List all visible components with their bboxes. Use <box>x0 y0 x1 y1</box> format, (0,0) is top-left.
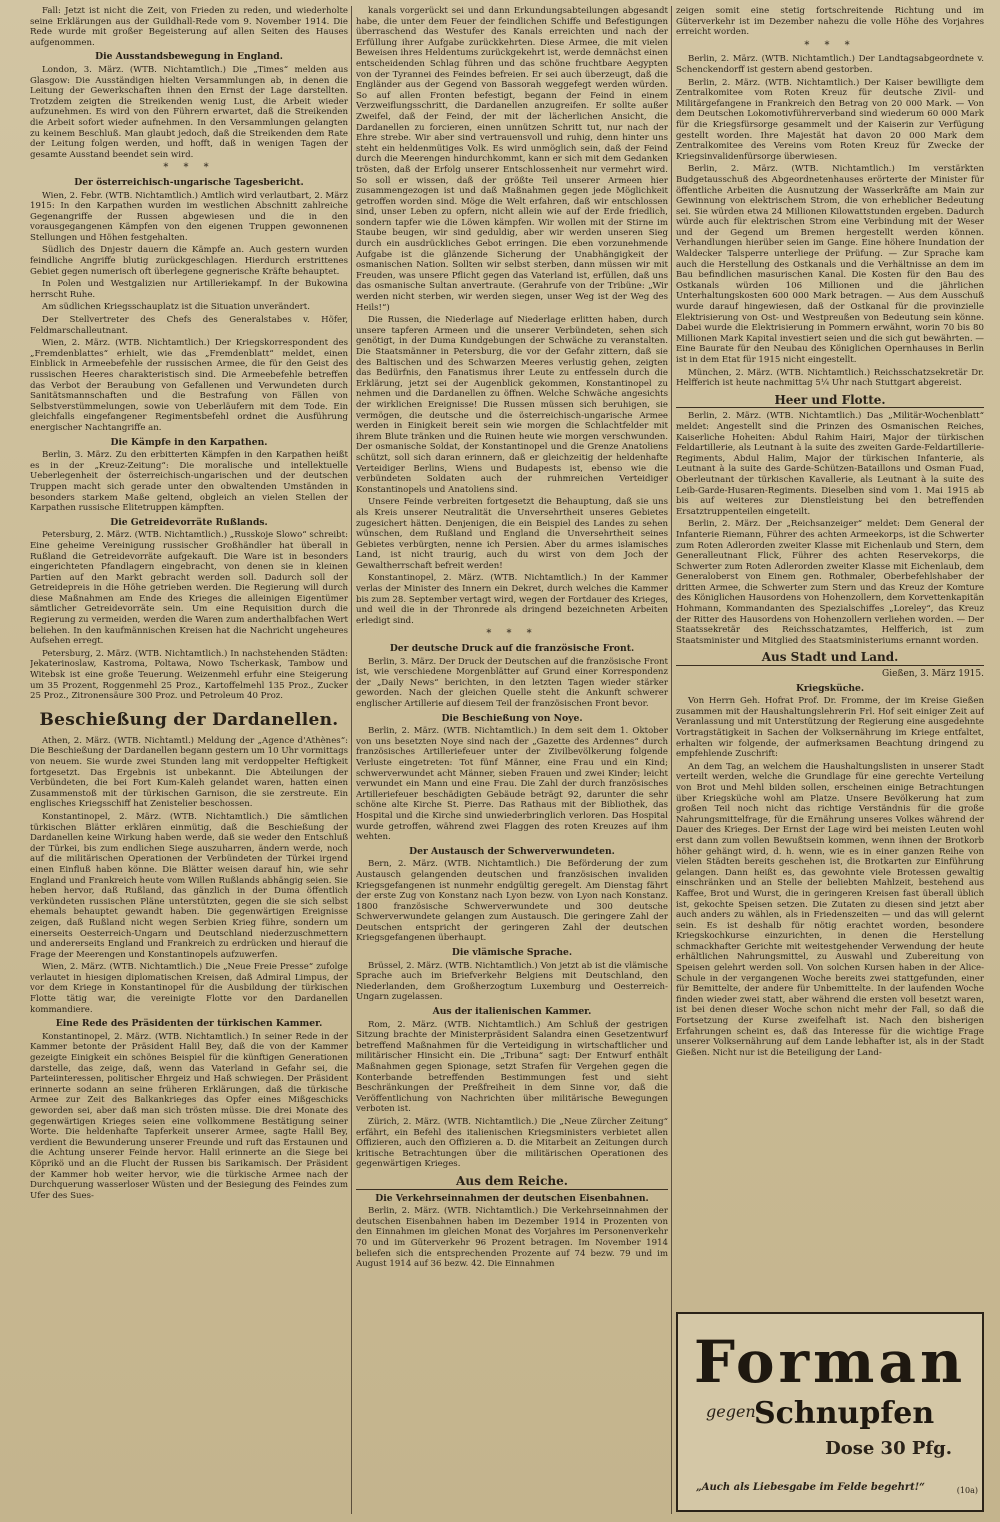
article-paragraph: Wien, 2. März. (WTB. Nichtamtlich.) Der Kriegskorrespondent des „Fremdenblattes“ erhielt, wie das „Fremdenblatt“ meldet, einen Einblick in Armeebefehle der russischen Armee, die für den Geist des russischen Heeres charakteristisch sind. Die Armeebefehle betreffen das Verbot der Beraubung von Gefallenen und Verwundeten durch Sanitätsmannschaften und die Bestrafung von Fällen von Selbstverstümmelungen, sowie von Ueberläufern mit dem Tode. Ein gleichfalls eingefangener Regimentsbefehl ordnet die Ausführung energischer Nachtangriffe an. <box>30 338 348 433</box>
column-right <box>676 6 984 1514</box>
article-paragraph: Fall: Jetzt ist nicht die Zeit, von Frieden zu reden, und wiederholte seine Erklärungen aus der Guildhall-Rede vom 9. November 1914. Die Rede wurde mit großer Begeisterung auf allen Seiten des Hauses aufgenommen. <box>30 6 348 48</box>
ad-product: Schnupfen <box>754 1396 935 1431</box>
article-paragraph: Berlin, 2. März. (WTB. Nichtamtlich.) Im verstärkten Budgetausschuß des Abgeordnetenhauses erörterte der Minister für öffentliche Arbeiten die Ausnutzung der Wasserkräfte am Main zur Gewinnung von elektrischem Strom, die von erheblicher Bedeutung sei. Sie würden etwa 24 Millionen Kilowattstunden ergeben. Dadurch würde auch für elektrischen Strom eine Verbindung mit der Weser und der Gegend um Bremen hergestellt werden können. Verhandlungen hierüber seien im Gange. Eine höhere Inundation der Waldecker Talsperre unterliege der Prüfung. — Zur Sprache kam auch die Herstellung des Ostkanals und die Verhältnisse an dem im Bau befindlichen masurischen Kanal. Die Kosten für den Bau des Ostkanals würden 106 Millionen und die jährlichen Unterhaltungskosten 600 000 Mark betragen. — Aus dem Ausschuß wurde darauf hingewiesen, daß der Ostkanal für die provinzielle Elektrisierung von Ost- und Westpreußen von Bedeutung sein könne. Dabei wurde die Elektrisierung in Pommern erwähnt, worin 70 bis 80 Millionen Mark Kapital investiert seien und die sich gut bewährten. — Eine Baurate für den Neubau des Königlichen Opernhauses in Berlin ist in dem Etat für 1915 nicht eingestellt. <box>676 164 984 365</box>
column-rule <box>671 6 672 1514</box>
column-rule <box>351 6 352 1514</box>
article-paragraph: An dem Tag, an welchem die Haushaltungslisten in unserer Stadt verteilt werden, welche die Grundlage für eine gerechte Verteilung von Brot und Mehl bilden sollen, erscheinen einige Betrachtungen über Kriegsküche wohl am Platze. Unsere Bevölkerung hat zum großen Teil noch nicht das richtige Verständnis für die große Nahrungsmittelfrage, für die Ernährung unseres Volkes während der Dauer des Krieges. Der Ernst der Lage wird bei meisten Leuten wohl erst dann zum vollen Bewußtsein kommen, wenn ihnen der Brotkorb höher gehängt wird, d. h. wenn, wie es in einer ganzen Reihe von vielen Städten bereits geschehen ist, die Brotkarten zur Einführung gelangen. Dann heißt es, das gewohnte viele Brotessen gewaltig einschränken und an Stelle der beliebten Mahlzeit, bestehend aus Kaffee, Brot und Wurst, die in geringeren Kreisen fast überall üblich ist, gekochte Speisen setzen. Die Zutaten zu diesen sind jetzt aber auch anders zu wählen, als in Friedenszeiten — und das will gelernt sein. Es ist deshalb für nötig erachtet worden, besondere Kriegskochkurse einzurichten, in denen die Herstellung schmackhafter Gerichte mit weitestgehender Verwendung der heute erhältlichen Nahrungsmittel, zu Auswahl und Zubereitung von Speisen gelehrt werden soll. Von solchen Kursen haben in der Alice-Schule in der vergangenen Woche bereits zwei stattgefunden, einer für Bemittelte, der andere für Unbemittelte. In der laufenden Woche finden wieder zwei statt, aber während die ersten voll besetzt waren, ist bei denen dieser Woche schon nicht mehr der Fall, so daß die Fortsetzung der Kurse zweifelhaft ist. Nach den bisherigen Erfahrungen scheint es, daß das Interesse für die wichtige Frage unserer Volksernährung auf dem Lande lebhafter ist, als in der Stadt Gießen. Nicht nur ist die Beteiligung der Land- <box>676 761 984 1058</box>
ad-brand: Forman <box>693 1328 967 1396</box>
section-divider: * * * <box>804 39 856 51</box>
ad-gegen: gegen <box>706 1402 756 1421</box>
section-divider: * * * <box>163 162 215 174</box>
section-heading: Der Austausch der Schwerverwundeten. <box>409 845 615 857</box>
section-divider: * * * <box>486 628 538 640</box>
article-paragraph: Berlin, 3. März. Zu den erbitterten Kämpfen in den Karpathen heißt es in der „Kreuz-Zeitung“: Die moralische und intellektuelle Ueberlegenheit der österreichisch-ungarischen und der deutschen Truppen macht sich gerade unter den obwaltenden Umständen in besonders starkem Maße geltend, obgleich an vielen Stellen der Karpathen russische Elitetruppen kämpften. <box>30 450 348 514</box>
article-paragraph: Petersburg, 2. März. (WTB. Nichtamtlich.) In nachstehenden Städten: Jekaterinoslaw, Kastroma, Poltawa, Nowo Tscherkask, Tambow und Witebsk ist eine große Teuerung. Weizenmehl erfuhr eine Steigerung um 35 Prozent, Roggenmehl 25 Proz., Kartoffelmehl 135 Proz., Zucker 25 Proz., Zitronensäure 300 Proz. und Petroleum 40 Proz. <box>30 648 348 702</box>
article-paragraph: kanals vorgerückt sei und dann Erkundungsabteilungen abgesandt habe, die unter dem Feuer der feindlichen Schiffe und Befestigungen überraschend das Westufer des Kanals erreichten und nach der Erfüllung ihrer Aufgabe zurückkehrten. Diese Armee, die mit vielen Beweisen ihres Heldentums zurückgekehrt ist, werde demnächst einen entscheidenden Schlag führen und das schöne fruchtbare Aegypten von der Tyrannei des Feindes befreien. Er sei auch überzeugt, daß die Engländer aus der Gegend von Bassorah weggefegt werden würden. So auf allen Fronten befestigt, begann der Feind in einem Verzweiflungsschritt, die Dardanellen anzugreifen. Er sollte außer Zweifel, daß der Feind, der mit der lächerlichen Ansicht, die Dardanellen zu forcieren, einen unnützen Schritt tut, nur nach der Ehre strebe. Wir aber sind vertrauensvoll und ruhig, denn hinter uns steht ein heldenmütiges Volk. Es wird unmöglich sein, daß der Feind durch die Meerengen hindurchkommt, kann er sich mit dem Gedanken trösten, daß der Erfolg unserer Entschlossenheit nur vermehrt wird. So soll er wissen, daß der größte Teil unserer Armeen hier zusammengezogen ist und daß Maßnahmen gegen jede Möglichkeit getroffen worden sind. Möge die Welt erfahren, daß wir entschlossen sind, unser Leben zu opfern, nicht allein wie auf der Erde friedlich, sondern tapfer wie die Löwen kämpfen. Wir wollen mit der Stirne im Staube beugen, wir sind geduldig, aber wir werden unseren Sieg durch ein ausdrückliches Gebot erringen. Die eben vorzunehmende Aufgabe ist die glänzende Sicherung der Unabhängigkeit der osmanischen Nation. Sollten wir selbst sterben, dann müssen wir mit Freuden, was unsere Pflicht gegen das Vaterland ist, erfüllen, daß uns das osmanische Sultan anvertraute. (Gerahrufe von der Tribüne: „Wir werden nicht sterben, wir werden siegen, unser Weg ist der Weg des Heils!“) <box>356 6 668 313</box>
article-paragraph: Berlin, 2. März. (WTB. Nichtamtlich.) Der Kaiser bewilligte dem Zentralkomitee vom Roten Kreuz für deutsche Zivil- und Militärgefangene in Frankreich den Betrag von 20 000 Mark. — Von dem Deutschen Lokomotivführerverband sind wiederum 60 000 Mark für die Kriegsfürsorge gesammelt und der Kaiserin zur Verfügung gestellt worden. Ihre Majestät hat davon 20 000 Mark dem Zentralkomitee des Vereins vom Roten Kreuz für Zwecke der Kriegsinvalidenfürsorge überwiesen. <box>676 77 984 162</box>
article-paragraph: Unsere Feinde verbreiten fortgesetzt die Behauptung, daß sie uns als Kreis unserer Neutralität die Unversehrtheit unseres Gebietes zugesichert hätten. Denjenigen, die ein Beispiel des Landes zu sehen wünschen, dem Rußland und England die Unversehrtheit seines Gebietes verbürgten, nenne ich Persien. Aber du armes islamisches Land, ist nicht traurig, auch du wirst von dem Joch der Gewaltherrschaft befreit werden! <box>356 497 668 571</box>
section-heading: Die Getreidevorräte Rußlands. <box>110 516 268 528</box>
article-paragraph: Berlin, 3. März. Der Druck der Deutschen auf die französische Front ist, wie verschiedene Morgenblätter auf Grund einer Korrespondenz der „Daily News“ berichten, in den letzten Tagen wieder stärker geworden. Nach der gleichen Quelle steht die Ankunft schwerer englischer Artillerie auf diesem Teil der französischen Front bevor. <box>356 656 668 709</box>
main-headline: Beschießung der Dardanellen. <box>39 709 339 730</box>
article-paragraph: Berlin, 2. März. (WTB. Nichtamtlich.) Die Verkehrseinnahmen der deutschen Eisenbahnen haben im Dezember 1914 in Prozenten von den Einnahmen im gleichen Monat des Vorjahres im Personenverkehr 70 und im Güterverkehr 96 Prozent betragen. Im November 1914 beliefen sich die entsprechenden Prozente auf 74 bezw. 79 und im August 1914 auf 36 bezw. 42. Die Einnahmen <box>356 1206 668 1270</box>
ad-slogan: „Auch als Liebesgabe im Felde begehrt!“ <box>696 1482 925 1493</box>
section-heading: Eine Rede des Präsidenten der türkischen Kammer. <box>55 1018 323 1030</box>
ad-code: (10a) <box>956 1486 978 1495</box>
section-heading: Aus der italienischen Kammer. <box>432 1006 592 1018</box>
article-paragraph: Rom, 2. März. (WTB. Nichtamtlich.) Am Schluß der gestrigen Sitzung brachte der Ministerpräsident Salandra einen Gesetzentwurf betreffend Maßnahmen für die Verteidigung in wirtschaftlicher und militärischer Hinsicht ein. Die „Tribuna“ sagt: Der Entwurf enthält Maßnahmen gegen Spionage, setzt Strafen für Vergehen gegen die Konterbande betreffenden Bestimmungen fest und sieht Beschränkungen der Preßfreiheit in dem Sinne vor, daß die Veröffentlichung von Nachrichten über militärische Bewegungen verboten ist. <box>356 1019 668 1115</box>
article-paragraph: Am südlichen Kriegsschauplatz ist die Situation unverändert. <box>42 302 310 313</box>
article-paragraph: Südlich des Dnjestr dauern die Kämpfe an. Auch gestern wurden feindliche Angriffe blutig zurückgeschlagen. Hierdurch erstrittenes Gebiet gegen numerisch oft überlegene gegnerische Kräfte behauptet. <box>30 245 348 277</box>
section-heading: Der deutsche Druck auf die französische Front. <box>389 643 635 655</box>
article-paragraph: Petersburg, 2. März. (WTB. Nichtamtlich.) „Russkoje Slowo“ schreibt: Eine geheime Vereinigung russischer Großhändler hat überall in Rußland die Getreidevorräte aufgekauft. Die Ware ist in besonders eingerichteten Pfandlagern eingebracht, von denen sie in kleinen Partien auf den Markt gebracht werden soll. Dadurch soll der Getreidepreis in die Höhe getrieben werden. Die Regierung will durch diese Maßnahmen am Ende des Krieges die alleinigen Eigentümer sämtlicher Getreidevorräte sein. Um eine Requisition durch die Regierung zu vermeiden, werden die Waren zum anderthalbfachen Wert beliehen. In den kaufmännischen Kreisen hat die Nachricht ungeheures Aufsehen erregt. <box>30 530 348 647</box>
article-paragraph: Konstantinopel, 2. März. (WTB. Nichtamtlich.) In seiner Rede in der Kammer betonte der Präsident Halil Bey, daß die von der Kammer gezeigte Einigkeit ein schönes Beispiel für die künftigen Generationen darstelle, das zeige, daß, wenn das Vaterland in Gefahr sei, die Parteiinteressen, politischer Ehrgeiz und Haß schwiegen. Der Präsident erinnerte sodann an seine früheren Erklärungen, daß die türkische Armee zur Zeit des Balkankrieges das Opfer eines Mißgeschicks geworden sei, aber daß man sich trösten müsse. Die drei Monate des gegenwärtigen Krieges seien eine vollkommene Bestätigung seiner Worte. Die heldenhafte Tapferkeit unserer Armee, sagte Halil Bey, verdient die Bewunderung unserer Freunde und ruft das Erstaunen und die Achtung unserer Feinde hervor. Halil erinnerte an die Siege bei Köprikö und an die Flucht der Russen bis Sarikamisch. Der Präsident der Kammer hob weiter hervor, wie die türkische Armee nach der Durchquerung wasserloser Wüsten und der Besiegung des Feindes zum Ufer des Sues- <box>30 1031 348 1201</box>
rubric-heading: Heer und Flotte. <box>676 395 984 409</box>
article-paragraph: Berlin, 2. März. (WTB. Nichtamtlich.) In dem seit dem 1. Oktober von uns besetzten Noye sind nach der „Gazette des Ardennes“ durch französisches Artilleriefeuer unter der Zivilbevölkerung folgende Verluste eingetreten: Tot fünf Männer, eine Frau und ein Kind; schwerverwundet acht Männer, sieben Frauen und zwei Kinder; leicht verwundet ein Mann und eine Frau. Die Zahl der durch französisches Artilleriefeuer beschädigten Gebäude beträgt 92, darunter die sehr schöne alte Kirche St. Pierre. Das Rathaus mit der Bibliothek, das Hospital und die Kirche sind unwiederbringlich verloren. Das Hospital wurde getroffen, während zwei Flaggen des roten Kreuzes auf ihm wehten. <box>356 726 668 843</box>
article-paragraph: München, 2. März. (WTB. Nichtamtlich.) Reichsschatzsekretär Dr. Helfferich ist heute nachmittag 5¼ Uhr nach Stuttgart abgereist. <box>676 367 984 389</box>
forman-advertisement <box>676 1312 984 1512</box>
section-heading: Die Verkehrseinnahmen der deutschen Eisenbahnen. <box>375 1192 649 1204</box>
article-paragraph: Konstantinopel, 2. März. (WTB. Nichtamtlich.) Die sämtlichen türkischen Blätter erklären einmütig, daß die Beschießung der Dardanellen keine Wirkung haben werde, daß sie weder den Entschluß der Türkei, bis zum endlichen Siege auszuharren, ändern werde, noch auf die militärischen Operationen der Verbündeten der Türkei irgend einen Einfluß haben könne. Die Blätter weisen darauf hin, wie sehr England und Frankreich heute vom Willen Rußlands abhängig seien. Sie heben hervor, daß Rußland, das gänzlich in der Duma öffentlich verkündeten russischen Pläne unterstützten, gegen die sie sich selbst ehemals behauptet gewandt haben. Die gegenwärtigen Ereignisse zeigen, daß Rußland nicht wegen Serbien Krieg führe, sondern um einerseits Oesterreich-Ungarn und Deutschland niederzuschmettern und andererseits England und Frankreich zu erdrücken und hierauf die Frage der Meerengen und Konstantinopels aufzuwerfen. <box>30 811 348 960</box>
section-heading: Die Ausstandsbewegung in England. <box>95 51 283 63</box>
article-paragraph: Der Stellvertreter des Chefs des Generalstabes v. Höfer, Feldmarschalleutnant. <box>30 315 348 336</box>
article-paragraph: zeigen somit eine stetig fortschreitende Richtung und im Güterverkehr ist im Dezember nahezu die volle Höhe des Vorjahres erreicht worden. <box>676 6 984 38</box>
article-paragraph: Berlin, 2. März. (WTB. Nichtamtlich.) Das „Militär-Wochenblatt“ meldet: Angestellt sind die Prinzen des Osmanischen Reiches, Kaiserliche Hoheiten: Abdul Rahim Hairi, Major der türkischen Feldartillerie, als Leutnant à la suite des zweiten Garde-Feldartillerie-Regiments, Abdul Halim, Major der türkischen Infanterie, als Leutnant à la suite des Garde-Schützen-Bataillons und Osman Fuad, Oberleutnant der türkischen Kavallerie, als Leutnant à la suite des Leib-Garde-Husaren-Regiments. Dieselben sind vom 1. Mai 1915 ab bis auf weiteres zur Dienstleistung bei den betreffenden Ersatztruppenteilen eingeteilt. <box>676 411 984 517</box>
article-paragraph: Bern, 2. März. (WTB. Nichtamtlich.) Die Beförderung der zum Austausch gelangenden deutschen und französischen invaliden Kriegsgefangenen ist nunmehr endgültig geregelt. Am Dienstag fährt der erste Zug von Konstanz nach Lyon bezw. von Lyon nach Konstanz. 1800 französische Schwerverwundete und 300 deutsche Schwerverwundete gelangen zum Austausch. Die geringere Zahl der Deutschen entspricht der geringeren Zahl der deutschen Kriegsgefangenen überhaupt. <box>356 859 668 944</box>
rubric-heading: Aus dem Reiche. <box>356 1176 668 1190</box>
article-paragraph: Athen, 2. März. (WTB. Nichtamtl.) Meldung der „Agence d'Athènes“: Die Beschießung der Dardanellen begann gestern um 10 Uhr vormittags von neuem. Sie wurde zwei Stunden lang mit verdoppelter Heftigkeit fortgesetzt. Das Ergebnis ist unbekannt. Die Abteilungen der Verbündeten, die bei Fort Kum-Kaleh gelandet waren, hatten einen Zusammenstoß mit der türkischen Garnison, die sie zerstreute. Ein englisches Kriegsschiff hat Zenistelier beschossen. <box>30 735 348 810</box>
article-paragraph: Von Herrn Geh. Hofrat Prof. Dr. Fromme, der im Kreise Gießen zusammen mit der Haushaltungslehrerin Frl. Hof seit einiger Zeit auf Veranlassung und mit Unterstützung der Regierung eine ausgedehnte Vortragstätigkeit in Sachen der Volksernährung im Kriege entfaltet, erhalten wir folgende, der aufmerksamen Beachtung dringend zu empfehlende Zuschrift: <box>676 696 984 760</box>
article-paragraph: Zürich, 2. März. (WTB. Nichtamtlich.) Die „Neue Zürcher Zeitung“ erfährt, ein Befehl des italienischen Kriegsministers verbietet allen Offizieren, auch den Offizieren a. D. die Mitarbeit an Zeitungen durch kritische Betrachtungen über die militärischen Operationen des gegenwärtigen Krieges. <box>356 1116 668 1170</box>
article-paragraph: Brüssel, 2. März. (WTB. Nichtamtlich.) Von jetzt ab ist die vlämische Sprache auch im Briefverkehr Belgiens mit Deutschland, den Niederlanden, dem Großherzogtum Luxemburg und Oesterreich-Ungarn zugelassen. <box>356 960 668 1003</box>
article-paragraph: London, 3. März. (WTB. Nichtamtlich.) Die „Times“ melden aus Glasgow: Die Ausständigen hielten Versammlungen ab, in denen die Leitung der Gewerkschaften ihnen den Ernst der Lage darstellten. Trotzdem zeigten die Streikenden wenig Lust, die Arbeit wieder aufzunehmen. Es wird von den Führern erwartet, daß die Streikenden die Arbeit sofort wieder aufnehmen. In den Versammlungen gelangten zu keinem Beschluß. Man glaubt jedoch, daß die Streikenden dem Rate der Leitung folgen werden, und hofft, daß in wenigen Tagen der gesamte Ausstand beendet sein wird. <box>30 64 348 160</box>
section-heading: Die Kämpfe in den Karpathen. <box>110 436 268 448</box>
ad-price: Dose 30 Pfg. <box>825 1438 952 1459</box>
section-heading: Die Beschießung von Noye. <box>441 712 583 724</box>
column-middle <box>356 6 668 1514</box>
dateline: Gießen, 3. März 1915. <box>882 669 984 680</box>
article-paragraph: In Polen und Westgalizien nur Artilleriekampf. In der Bukowina herrscht Ruhe. <box>30 279 348 300</box>
column-left <box>30 6 348 1514</box>
article-paragraph: Wien, 2. Febr. (WTB. Nichtamtlich.) Amtlich wird verlautbart, 2. März 1915: In den Karpathen wurden im westlichen Abschnitt zahlreiche Gegenangriffe der Russen abgewiesen und die in den vorausgegangenen Kämpfen von den eigenen Truppen gewonnenen Stellungen und Höhen festgehalten. <box>30 190 348 243</box>
article-paragraph: Berlin, 2. März. (WTB. Nichtamtlich.) Der Landtagsabgeordnete v. Schenckendorff ist gestern abend gestorben. <box>676 54 984 75</box>
section-heading: Die vlämische Sprache. <box>451 947 573 959</box>
article-paragraph: Wien, 2. März. (WTB. Nichtamtlich.) Die „Neue Freie Presse“ zufolge verlautet in hiesigen diplomatischen Kreisen, daß Admiral Limpus, der vor dem Kriege in Konstantinopel für die Ausbildung der türkischen Flotte tätig war, die vereinigte Flotte vor den Dardanellen kommandiere. <box>30 962 348 1015</box>
article-paragraph: Berlin, 2. März. Der „Reichsanzeiger“ meldet: Dem General der Infanterie Riemann, Führer des achten Armeekorps, ist die Schwerter zum Roten Adlerorden zweiter Klasse mit Eichenlaub und Stern, dem Generalleutnant Flick, Führer des achten Reservekorps, die Schwerter zum Roten Adlerorden zweiter Klasse mit Eichenlaub, dem Generaloberst von Einem gen. Rothmaler, Oberbefehlshaber der dritten Armee, die Schwerter zum Stern und das Kreuz der Komture des Königlichen Hausordens von Hohenzollern, dem Korvettenkapitän Hohmann, Kommandanten des Spezialschiffes „Loreley“, das Kreuz der Ritter des Hausordens von Hohenzollern verliehen worden. — Der Staatssekretär des Reichsschatzamtes, Helfferich, ist zum Staatsminister und Mitglied des Staatsministeriums ernannt worden. <box>676 519 984 646</box>
article-paragraph: Die Russen, die Niederlage auf Niederlage erlitten haben, durch unsere tapferen Armeen und die unserer Verbündeten, sehen sich genötigt, in der Duma Kundgebungen der Schwäche zu veranstalten. Die Staatsmänner in Petersburg, die vor der Gefahr zittern, daß sie des Baltischen und des Schwarzen Meeres verlustig gehen, zeigten das Bedürfnis, den Fanatismus ihrer Leute zu entfesseln durch die Erklärung, jetzt sei der Augenblick gekommen, Konstantinopel zu nehmen und die Dardanellen zu öffnen. Welche Schwäche angesichts der wirklichen Ereignisse! Die Russen müssen sich beruhigen, sie vermögen, die deutsche und die österreichisch-ungarische Armee werden in Einigkeit bereit sein wie morgen die Schlachtfelder mit ihrem Blute tränken und die Ruinen heute wie morgen verschwunden. Der osmanische Soldat, der Konstantinopel und die Grenze Anatoliens schützt, soll sich daran erinnern, daß er gleichzeitig der heldenhafte Verteidiger Berlins, Wiens und Budapests ist, ebenso wie die verbündeten Soldaten auch der ruhmreichen Verteidiger Konstantinopels und Anatoliens sind. <box>356 315 668 495</box>
section-heading: Der österreichisch-ungarische Tagesbericht. <box>74 176 304 188</box>
article-paragraph: Konstantinopel, 2. März. (WTB. Nichtamtlich.) In der Kammer verlas der Minister des Innern ein Dekret, durch welches die Kammer bis zum 28. September vertagt wird, wegen der Fortdauer des Krieges, und weil die in der Thronrede als dringend bezeichneten Arbeiten erledigt sind. <box>356 573 668 626</box>
rubric-heading: Aus Stadt und Land. <box>676 652 984 666</box>
section-heading: Kriegsküche. <box>795 682 865 694</box>
